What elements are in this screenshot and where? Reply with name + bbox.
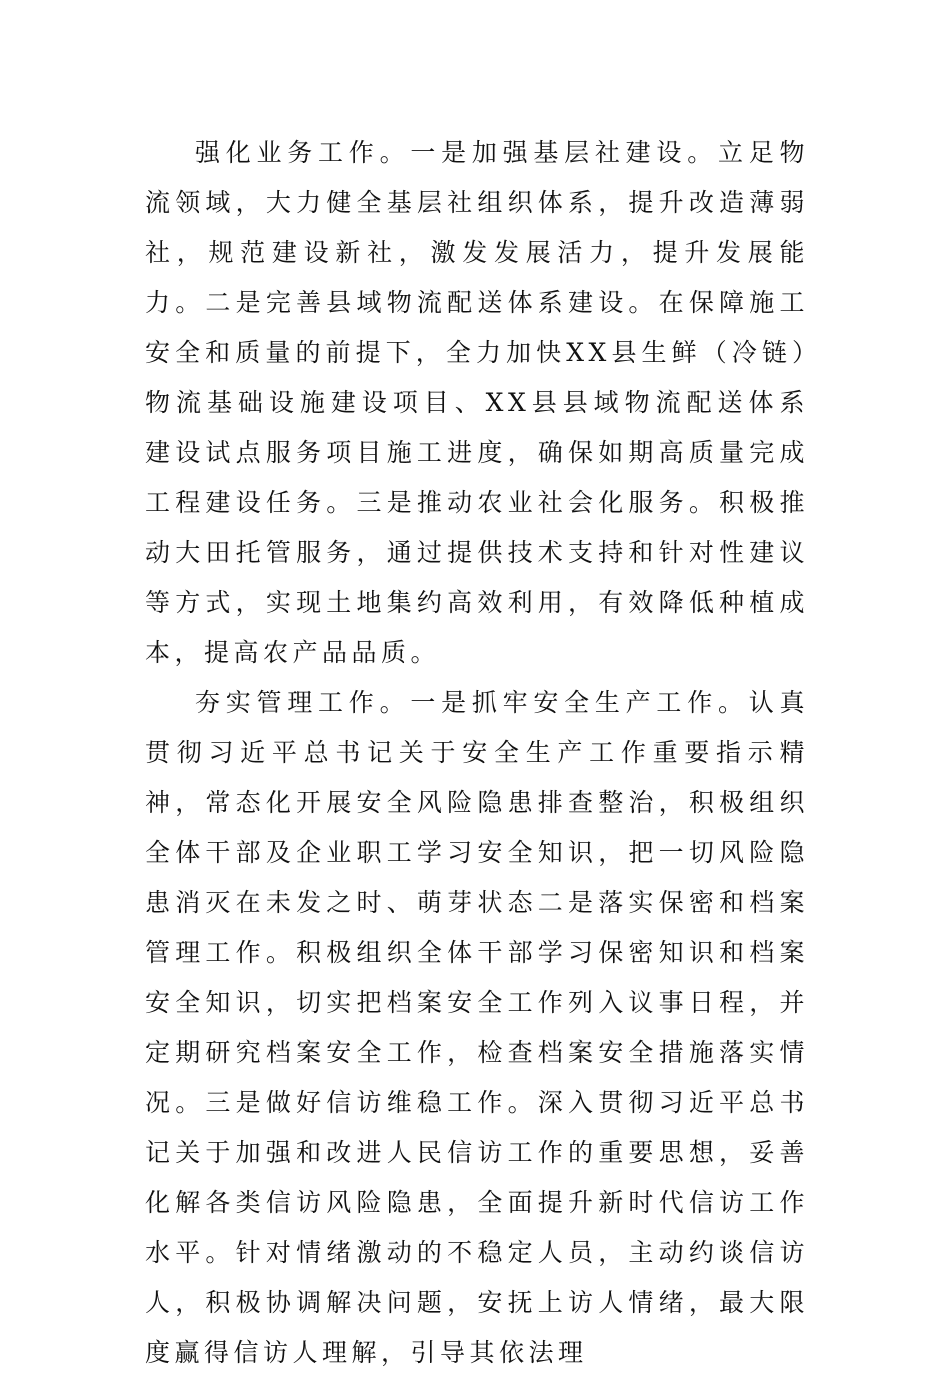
paragraph-management-work: 夯实管理工作。一是抓牢安全生产工作。认真贯彻习近平总书记关于安全生产工作重要指示精神，常态化开展安全风险隐患排查整治，积极组织全体干部及企业职工学习安全知识，把一切风险隐患消灭在未发之时、萌芽状态二是落实保密和档案管理工作。积极组织全体干部学习保密知识和档案安全知识，切实把档案安全工作列入议事日程，并定期研究档案安全工作，检查档案安全措施落实情况。三是做好信访维稳工作。深入贯彻习近平总书记关于加强和改进人民信访工作的重要思想，妥善化解各类信访风险隐患，全面提升新时代信访工作水平。针对情绪激动的不稳定人员，主动约谈信访人，积极协调解决问题，安抚上访人情绪，最大限度赢得信访人理解，引导其依法理 (145, 688, 809, 1367)
document-body (145, 128, 809, 1378)
paragraph-business-work: 强化业务工作。一是加强基层社建设。立足物流领域，大力健全基层社组织体系，提升改造薄弱社，规范建设新社，激发发展活力，提升发展能力。二是完善县域物流配送体系建设。在保障施工安全和质量的前提下，全力加快XX县生鲜（冷链）物流基础设施建设项目、XX县县域物流配送体系建设试点服务项目施工进度，确保如期高质量完成工程建设任务。三是推动农业社会化服务。积极推动大田托管服务，通过提供技术支持和针对性建议等方式，实现土地集约高效利用，有效降低种植成本，提高农产品品质。 (145, 138, 809, 667)
